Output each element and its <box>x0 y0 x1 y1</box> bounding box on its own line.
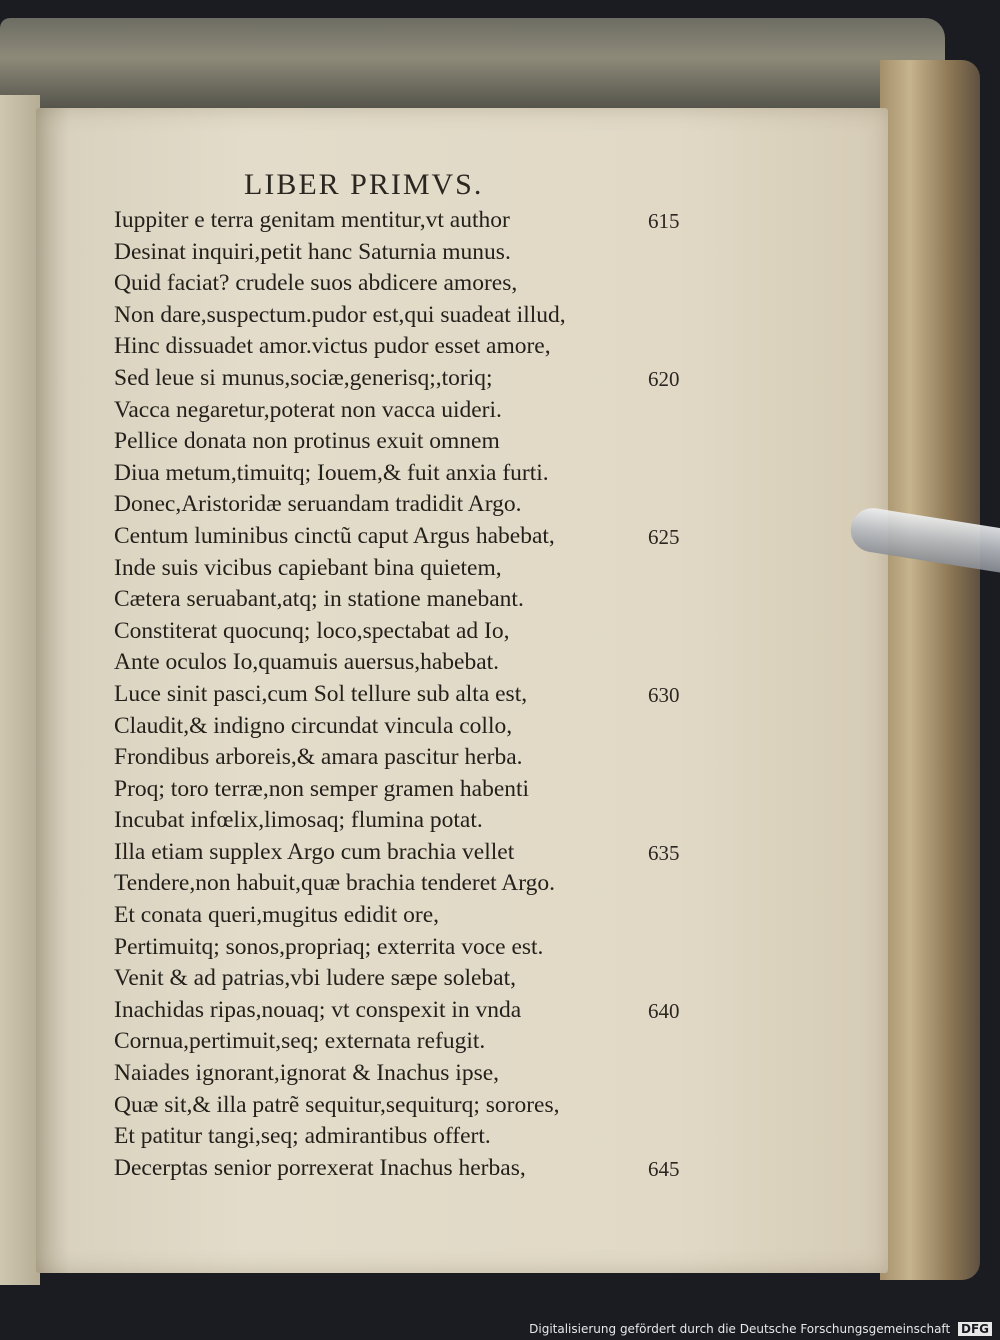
verse-line: Pellice donata non protinus exuit omnem <box>114 428 500 455</box>
verse-line: Iuppiter e terra genitam mentitur,vt author <box>114 207 510 233</box>
verse-line: Frondibus arboreis,& amara pascitur herba. <box>114 744 523 771</box>
verse-line: Inde suis vicibus capiebant bina quietem, <box>114 554 502 581</box>
verse-line: Inachidas ripas,nouaq; vt conspexit in vnda <box>114 996 522 1023</box>
verse-line: Donec,Aristoridæ seruandam tradidit Argo. <box>114 491 522 518</box>
funding-footer <box>529 1322 992 1336</box>
verse-line: Naiades ignorant,ignorat & Inachus ipse, <box>114 1060 500 1087</box>
line-number: 640 <box>648 999 680 1023</box>
verse-line: Vacca negaretur,poterat non vacca uideri. <box>114 396 502 423</box>
verse-line: Desinat inquiri,petit hanc Saturnia munus. <box>114 238 511 265</box>
line-number: 635 <box>648 841 680 865</box>
verse-line: Venit & ad patrias,vbi ludere sæpe solebat, <box>114 965 517 992</box>
verse-line: Et patitur tangi,seq; admirantibus offert. <box>114 1123 491 1150</box>
page-title: LIBER PRIMVS. <box>244 168 484 201</box>
line-number: 630 <box>648 683 680 707</box>
verse-line: Hinc dissuadet amor.victus pudor esset amore, <box>114 333 551 360</box>
line-number: 615 <box>648 209 680 233</box>
verse-line: Tendere,non habuit,quæ brachia tenderet Argo. <box>114 870 556 897</box>
verse-line: Proq; toro terræ,non semper gramen habenti <box>114 775 530 802</box>
verse-line: Non dare,suspectum.pudor est,qui suadeat illud, <box>114 301 566 328</box>
verse-line: Quid faciat? crudele suos abdicere amores, <box>114 270 518 297</box>
verse-line: Cornua,pertimuit,seq; externata refugit. <box>114 1028 486 1055</box>
book-top-edge <box>0 18 945 118</box>
verse-line: Illa etiam supplex Argo cum brachia vellet <box>114 838 515 865</box>
book-fore-edge <box>880 60 980 1280</box>
facing-page-edge <box>0 95 40 1285</box>
verse-line: Constiterat quocunq; loco,spectabat ad Io, <box>114 617 510 644</box>
verse-line: Ante oculos Io,quamuis auersus,habebat. <box>114 649 500 676</box>
verse-line: Sed leue si munus,sociæ,generisq;,toriq; <box>114 364 493 391</box>
verse-line: Quæ sit,& illa patrẽ sequitur,sequiturq; sorores, <box>114 1091 560 1118</box>
verse-line: Cætera seruabant,atq; in statione manebant. <box>114 586 524 613</box>
line-number: 620 <box>648 367 680 391</box>
verse-line: Claudit,& indigno circundat vincula collo, <box>114 712 513 739</box>
footer-text: Digitalisierung gefördert durch die Deutsche Forschungsgemeinschaft <box>529 1322 951 1336</box>
verse-line: Centum luminibus cinctũ caput Argus habebat, <box>114 522 555 549</box>
dfg-logo: DFG <box>958 1322 992 1336</box>
verse-block <box>114 205 566 1184</box>
verse-line: Pertimuitq; sonos,propriaq; exterrita voce est. <box>114 933 544 960</box>
verse-line: Decerptas senior porrexerat Inachus herbas, <box>114 1154 526 1181</box>
line-number: 625 <box>648 525 680 549</box>
verse-line: Diua metum,timuitq; Iouem,& fuit anxia furti. <box>114 459 549 486</box>
verse-line: Luce sinit pasci,cum Sol tellure sub alta est, <box>114 680 528 707</box>
line-number: 645 <box>648 1157 680 1181</box>
verse-line: Incubat infœlix,limosaq; flumina potat. <box>114 807 483 834</box>
verse-line: Et conata queri,mugitus edidit ore, <box>114 902 439 929</box>
